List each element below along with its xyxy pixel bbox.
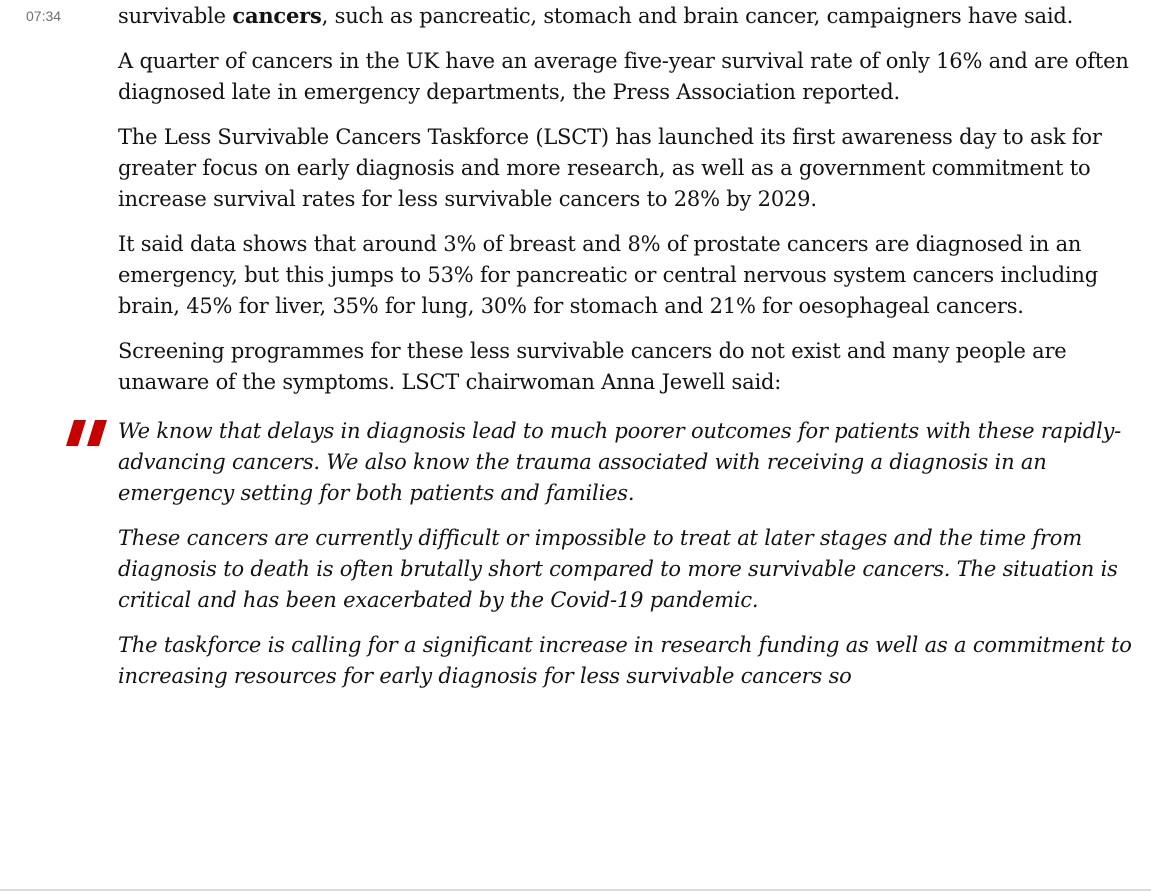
quote-paragraph-3: The taskforce is calling for a significant increase in research funding as well as a commitment to increasing resources for early diagnosis for less survivable cancers so bbox=[118, 633, 1132, 688]
cancers-link[interactable]: cancers bbox=[232, 3, 322, 28]
lead-text-end: , such as pancreatic, stomach and brain cancer, campaigners have said. bbox=[321, 4, 1074, 28]
paragraph-survival-rate: A quarter of cancers in the UK have an average five-year survival rate of only 16% and are often diagnosed late in emergency departments, the Press Association reported. bbox=[118, 49, 1129, 104]
quote-paragraph-2: These cancers are currently difficult or impossible to treat at later stages and the time from diagnosis to death is often brutally short compared to more survivable cancers. The situation is critical and has been exacerbated by the Covid-19 pandemic. bbox=[118, 526, 1118, 612]
paragraph-taskforce: The Less Survivable Cancers Taskforce (LSCT) has launched its first awareness day to ask for greater focus on early diagnosis and more research, as well as a government commitment to increase survival rates for less survivable cancers to 28% by 2029. bbox=[118, 125, 1102, 211]
lead-paragraph bbox=[118, 0, 1140, 32]
post-body bbox=[118, 0, 1140, 706]
paragraph-emergency-data: It said data shows that around 3% of breast and 8% of prostate cancers are diagnosed in an emergency, but this jumps to 53% for pancreatic or central nervous system cancers including brain, 45% for liver, 35% for lung, 30% for stomach and 21% for oesophageal cancers. bbox=[118, 232, 1098, 318]
quote-mark-icon bbox=[66, 420, 110, 446]
paragraph-screening: Screening programmes for these less survivable cancers do not exist and many people are unaware of the symptoms. LSCT chairwoman Anna Jewell said: bbox=[118, 339, 1067, 394]
post-timestamp[interactable]: 07:34 bbox=[26, 8, 62, 24]
quote-paragraph-1: We know that delays in diagnosis lead to much poorer outcomes for patients with these rapidly-advancing cancers. We also know the trauma associated with receiving a diagnosis in an emergency setting for both patients and families. bbox=[118, 419, 1122, 505]
blockquote bbox=[64, 416, 1140, 692]
lead-text-start: survivable bbox=[118, 4, 233, 28]
